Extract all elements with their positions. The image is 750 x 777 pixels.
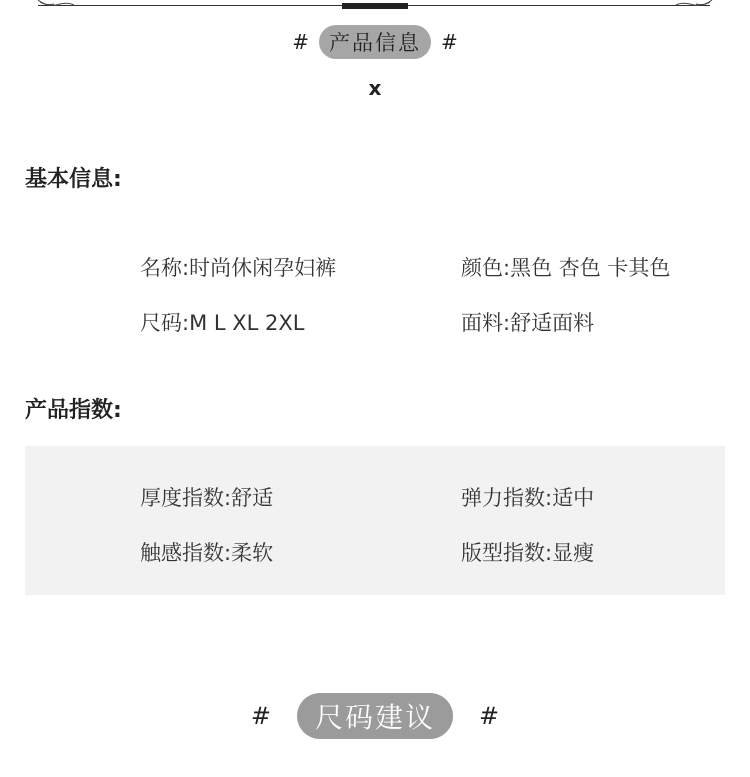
info-value: 黑色 杏色 卡其色 bbox=[510, 256, 671, 280]
index-label: 厚度指数: bbox=[140, 486, 232, 510]
index-item-fit bbox=[461, 537, 594, 567]
info-label: 名称: bbox=[140, 256, 190, 280]
info-item-name bbox=[140, 252, 336, 282]
size-advice-title: 尺码建议 bbox=[297, 693, 453, 739]
product-info-header bbox=[0, 26, 750, 58]
size-advice-header bbox=[0, 692, 750, 740]
basic-info-title: 基本信息: bbox=[25, 167, 122, 192]
index-item-elasticity bbox=[461, 482, 594, 512]
index-value: 舒适 bbox=[231, 486, 274, 510]
info-item-fabric bbox=[461, 307, 594, 337]
top-divider-accent bbox=[342, 3, 408, 9]
info-label: 面料: bbox=[461, 311, 511, 335]
index-label: 触感指数: bbox=[140, 541, 232, 565]
index-value: 适中 bbox=[552, 486, 595, 510]
index-item-touch bbox=[140, 537, 273, 567]
info-item-size bbox=[140, 307, 304, 337]
right-flourish-icon bbox=[674, 0, 714, 10]
index-label: 版型指数: bbox=[461, 541, 553, 565]
product-index-title: 产品指数: bbox=[25, 398, 122, 423]
info-item-color bbox=[461, 252, 670, 282]
sub-mark: x bbox=[368, 76, 382, 100]
index-item-thickness bbox=[140, 482, 273, 512]
hash-left: # bbox=[292, 30, 309, 54]
info-value: 时尚休闲孕妇裤 bbox=[189, 256, 337, 280]
info-label: 颜色: bbox=[461, 256, 511, 280]
info-value: 舒适面料 bbox=[510, 311, 595, 335]
index-value: 显瘦 bbox=[552, 541, 595, 565]
product-info-title: 产品信息 bbox=[319, 25, 431, 59]
hash-right: # bbox=[441, 30, 458, 54]
hash-right: # bbox=[479, 702, 500, 730]
index-value: 柔软 bbox=[231, 541, 274, 565]
info-value: M L XL 2XL bbox=[189, 311, 305, 335]
hash-left: # bbox=[250, 702, 271, 730]
left-flourish-icon bbox=[36, 0, 76, 10]
info-label: 尺码: bbox=[140, 311, 190, 335]
index-label: 弹力指数: bbox=[461, 486, 553, 510]
product-index-panel bbox=[25, 446, 725, 595]
